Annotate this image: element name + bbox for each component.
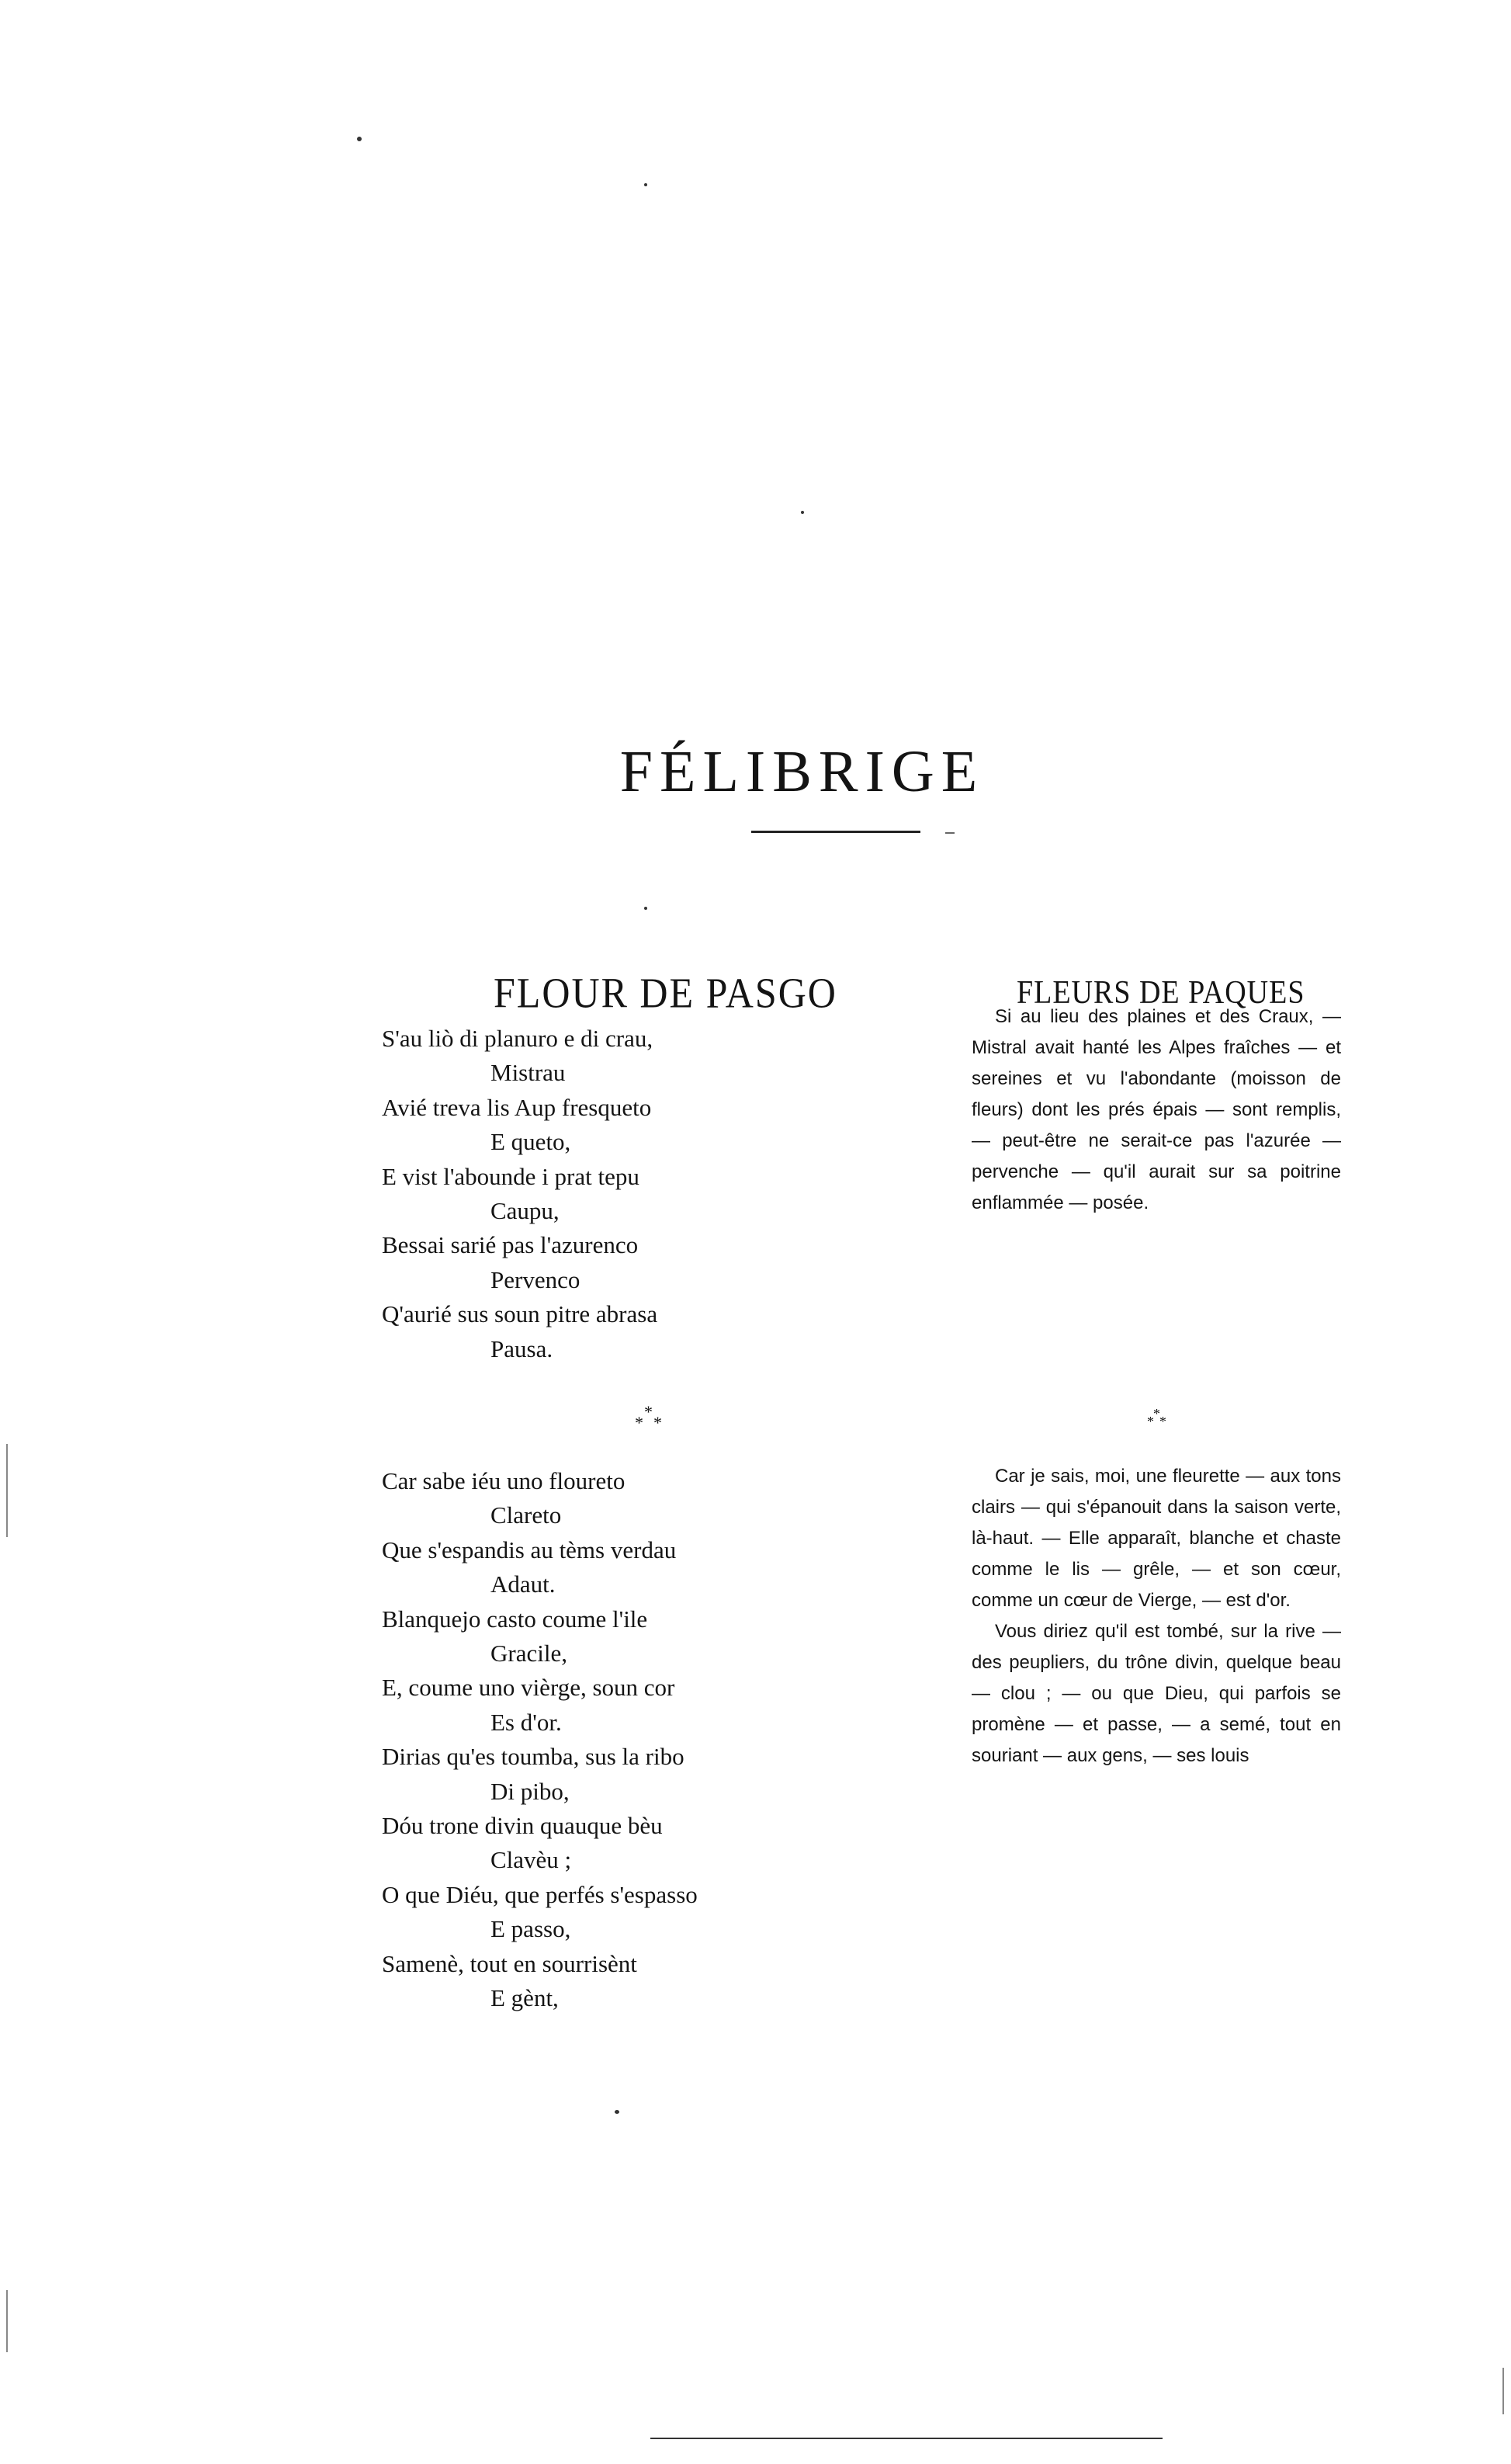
scan-margin-line [6, 2290, 8, 2352]
verse-line: E, coume uno vièrge, soun cor [382, 1674, 675, 1702]
verse-line: Dóu trone divin quauque bèu [382, 1812, 663, 1840]
verse-line: Q'aurié sus soun pitre abrasa [382, 1300, 658, 1328]
verse-line: Avié treva lis Aup fresqueto [382, 1093, 652, 1121]
french-translation-block-2 [972, 1461, 1341, 1772]
asterism-star: * [635, 1413, 643, 1432]
asterism-star: * [1153, 1406, 1160, 1421]
verse-line: Clareto [490, 1501, 562, 1529]
verse-line: E vist l'abounde i prat tepu [382, 1162, 639, 1190]
french-translation-block-1 [972, 1001, 1341, 1219]
verse-line: Clavèu ; [490, 1846, 572, 1874]
verse-line: Gracile, [490, 1640, 567, 1668]
verse-line: Car sabe iéu uno floureto [382, 1467, 626, 1494]
verse-line: Mistrau [490, 1059, 566, 1087]
provencal-stanza-1 [382, 1022, 657, 1366]
verse-line: Dirias qu'es toumba, sus la ribo [382, 1743, 684, 1771]
verse-line: E gènt, [490, 1984, 559, 2012]
provencal-poem-heading: FLOUR DE PASGO [494, 968, 837, 1017]
verse-line: Adaut. [490, 1570, 556, 1598]
verse-line: Pervenco [490, 1265, 580, 1293]
scan-speck [644, 183, 647, 186]
scan-speck [615, 2110, 619, 2114]
scan-speck [801, 511, 804, 514]
asterism-right [1147, 1407, 1170, 1430]
scan-speck [644, 907, 647, 910]
scan-margin-line [1502, 2368, 1504, 2414]
verse-line: Caupu, [490, 1197, 560, 1225]
verse-line: Que s'espandis au tèms verdau [382, 1536, 677, 1563]
page-title: FÉLIBRIGE [619, 738, 985, 804]
scan-speck [357, 137, 362, 141]
asterism-star: * [1147, 1414, 1154, 1429]
translation-paragraph: Vous diriez qu'il est tombé, sur la rive — des peupliers, du trône divin, quelque beau — clou ; — ou que Dieu, qui parfois se promène — et passe, — a semé, tout en souriant — aux gens, — ses louis [972, 1621, 1341, 1766]
scan-margin-line [6, 1444, 8, 1537]
verse-line: E passo, [490, 1915, 571, 1943]
verse-line: E queto, [490, 1128, 571, 1156]
verse-line: Samenè, tout en sourrisènt [382, 1949, 637, 1977]
page-bottom-rule [650, 2438, 1163, 2439]
title-rule-dash [945, 832, 955, 834]
translation-paragraph: Si au lieu des plaines et des Craux, — Mistral avait hanté les Alpes fraîches — et sereines et vu l'abondante (moisson de fleurs) dont les prés épais — sont remplis, — peut-être ne serait-ce pas l'azurée — pervenche — qu'il aurait sur sa poitrine enflammée — posée. [972, 1006, 1341, 1213]
verse-line: Blanquejo casto coume l'ile [382, 1605, 648, 1633]
asterism-star: * [653, 1413, 662, 1432]
verse-line: O que Diéu, que perfés s'espasso [382, 1880, 698, 1908]
asterism-left [635, 1404, 666, 1435]
translation-paragraph: Car je sais, moi, une fleurette — aux tons clairs — qui s'épanouit dans la saison verte, là-haut. — Elle apparaît, blanche et chaste comme le lis — grêle, — et son cœur, comme un cœur de Vierge, — est d'or. [972, 1466, 1341, 1611]
verse-line: S'au liò di planuro e di crau, [382, 1025, 653, 1052]
verse-line: Di pibo, [490, 1777, 570, 1805]
asterism-star: * [644, 1402, 653, 1421]
provencal-stanza-2 [382, 1464, 698, 2016]
verse-line: Pausa. [490, 1334, 553, 1362]
french-translation-heading: FLEURS DE PAQUES [1017, 973, 1305, 1011]
asterism-star: * [1159, 1414, 1166, 1429]
title-rule [751, 831, 920, 833]
verse-line: Bessai sarié pas l'azurenco [382, 1231, 639, 1259]
verse-line: Es d'or. [490, 1708, 562, 1736]
